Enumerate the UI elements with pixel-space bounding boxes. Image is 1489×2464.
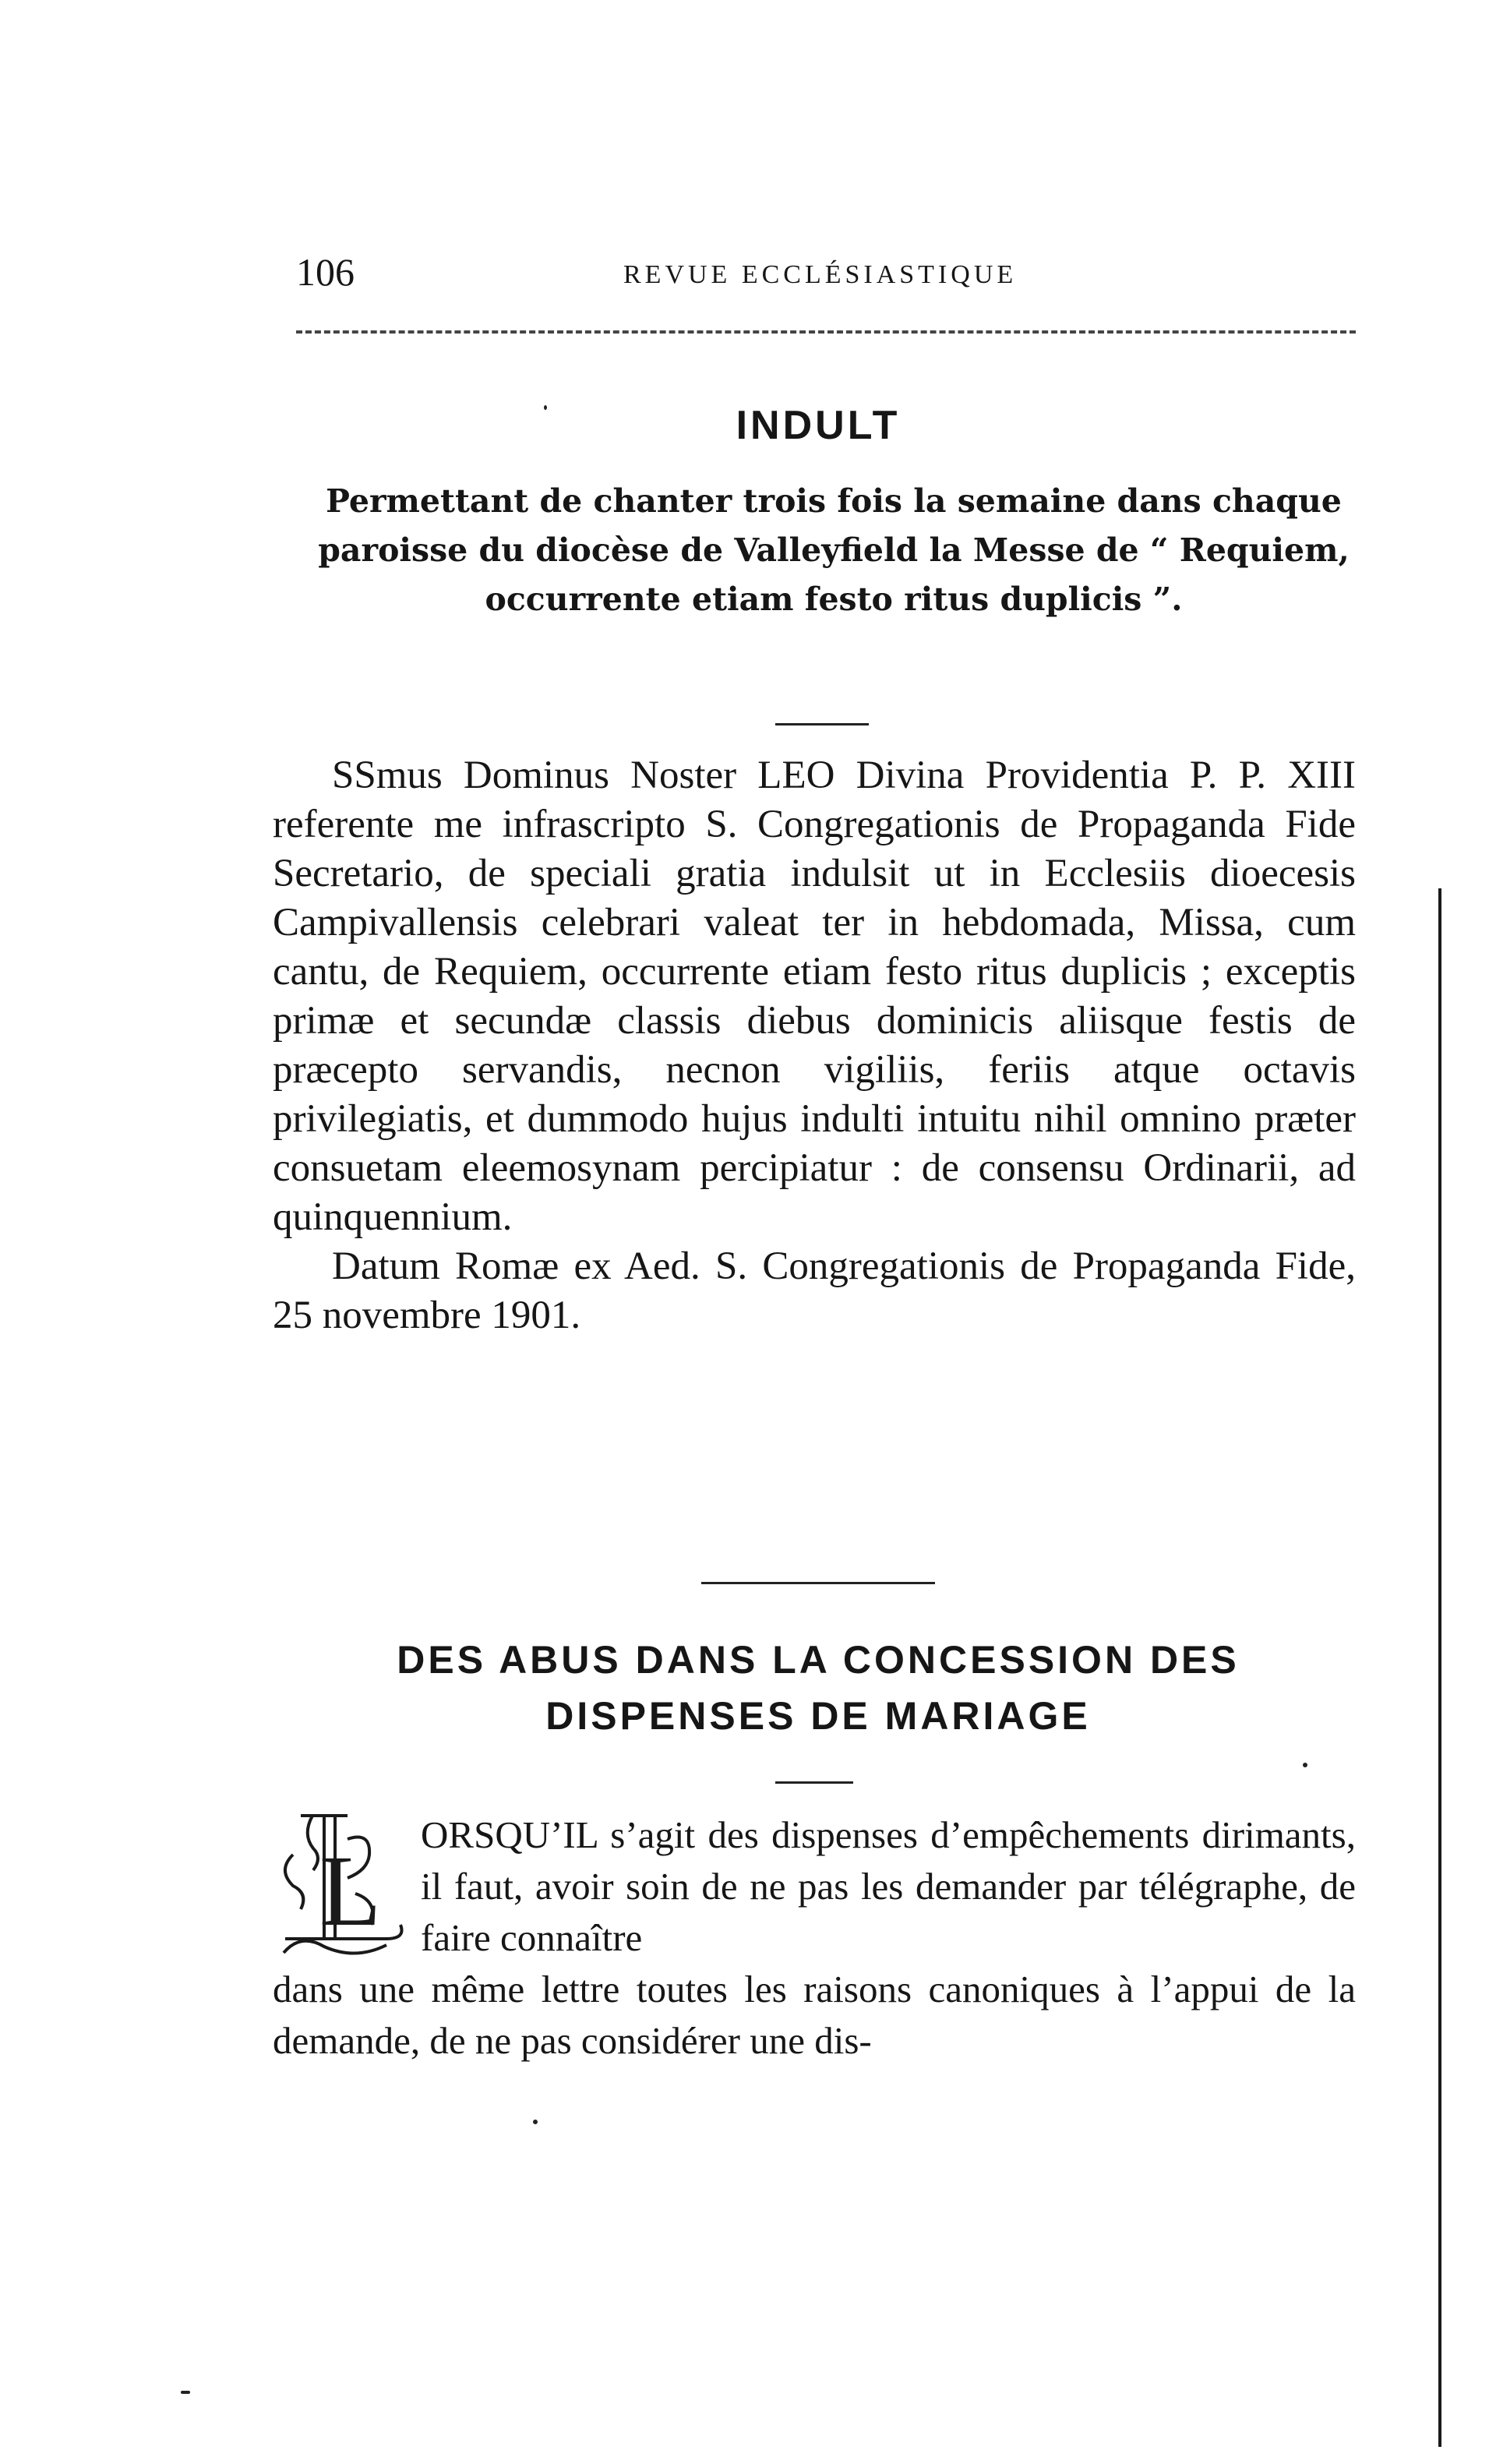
- ornamental-initial-l: [270, 1808, 410, 1961]
- indult-text: [273, 751, 1356, 1340]
- article-title: DES ABUS DANS LA CONCESSION DES DISPENSES DE MARIAGE: [397, 1638, 1240, 1738]
- indult-body: SSmus Dominus Noster LEO Divina Providentia P. P. XIII referente me infrascripto S. Congregationis de Propaganda Fide Secretario, de speciali gratia indulsit ut in Ecclesiis dioecesis Campivallensis celebrari valeat ter in hebdomada, Missa, cum cantu, de Requiem, occurrente etiam festo ritus duplicis ; exceptis primæ et secundæ classis diebus dominicis aliisque festis de præcepto servandis, necnon vigiliis, feriis atque octavis privilegiatis, et dummodo hujus indulti intuitu nihil omnino præter consuetam eleemosynam percipiatur : de consensu Ordinarii, ad quinquennium.: [273, 754, 1356, 1239]
- scan-speck: [544, 405, 547, 410]
- ornamental-initial-l-icon: [270, 1808, 410, 1961]
- scan-speck: [1303, 1763, 1307, 1767]
- header-rule: [296, 330, 1356, 334]
- scan-speck: [533, 2120, 538, 2124]
- article-continuation: [273, 1964, 1356, 2067]
- short-rule: [775, 1781, 853, 1784]
- short-rule: [775, 723, 869, 725]
- article-lead: [421, 1809, 1356, 1964]
- scan-speck: [181, 2391, 190, 2394]
- section-rule: [701, 1582, 935, 1584]
- indult-title: INDULT: [736, 403, 901, 448]
- page-number: 106: [296, 250, 355, 294]
- page-header: [296, 249, 1356, 312]
- article-lead-text: ORSQU’IL s’agit des dispenses d’empêchements dirimants, il faut, avoir soin de ne pas les demander par télégraphe, de faire connaître: [421, 1813, 1356, 1959]
- indult-dated: Datum Romæ ex Aed. S. Congregationis de Propaganda Fide, 25 novembre 1901.: [273, 1244, 1356, 1337]
- indult-subtitle: Permettant de chanter trois fois la semaine dans chaque paroisse du diocèse de Valleyfield la Messe de “ Requiem, occurrente etiam festo ritus duplicis ”.: [318, 482, 1350, 618]
- scan-margin-line: [1438, 888, 1441, 2447]
- dropcap-letter: L: [319, 1835, 382, 1947]
- running-head: REVUE ECCLÉSIASTIQUE: [623, 260, 1018, 289]
- article-continuation-text: dans une même lettre toutes les raisons canoniques à l’appui de la demande, de ne pas considérer une dis-: [273, 1968, 1356, 2062]
